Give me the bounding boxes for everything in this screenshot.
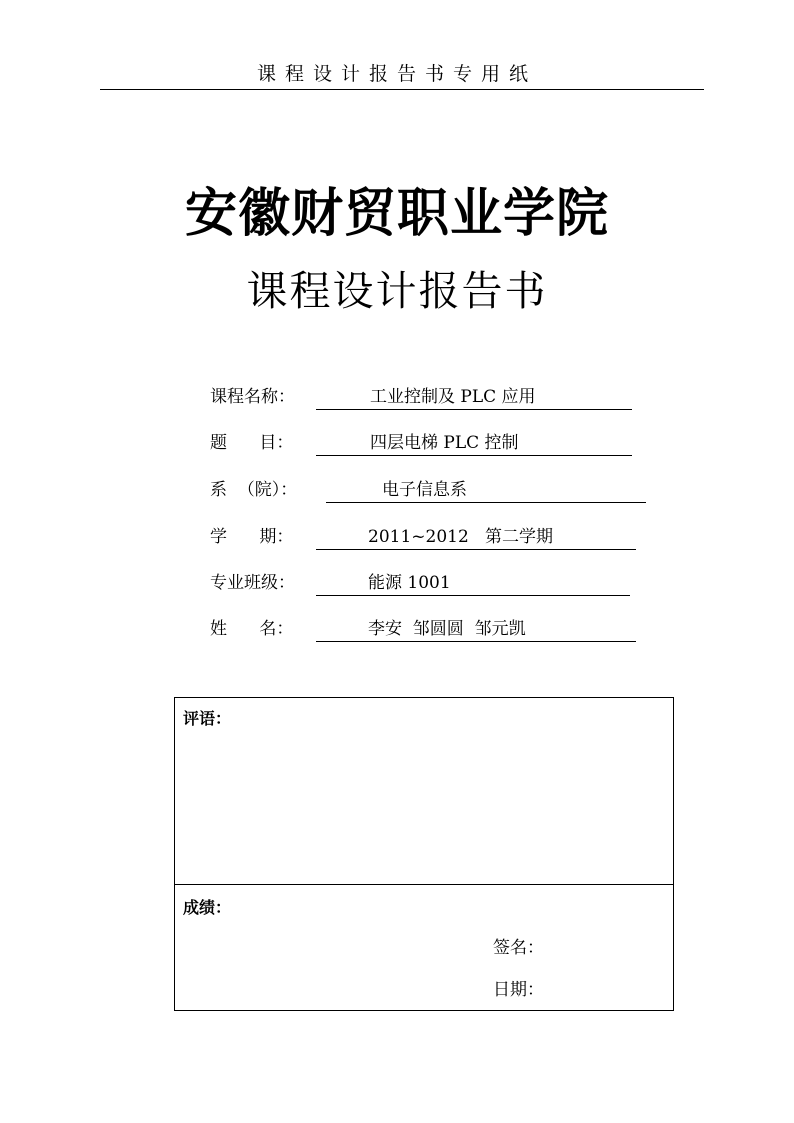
topic-underline [316, 455, 632, 456]
school-name: 安徽财贸职业学院 [184, 184, 609, 244]
document-title: 课程设计报告书 [246, 267, 548, 315]
course-underline [316, 409, 632, 410]
comment-label: 评语： [183, 709, 232, 728]
class-underline [316, 595, 630, 596]
header-divider [100, 89, 704, 90]
course-value: 工业控制及 PLC 应用 [370, 387, 536, 407]
grade-label: 成绩： [183, 898, 232, 917]
department-underline [326, 502, 646, 503]
evaluation-box [174, 697, 674, 1011]
date-label: 日期： [493, 980, 544, 1000]
names-label: 姓 名： [210, 619, 294, 639]
names-underline [316, 641, 636, 642]
term-label: 学 期： [210, 527, 294, 547]
class-label: 专业班级： [210, 573, 295, 593]
department-value: 电子信息系 [382, 480, 467, 500]
term-value: 2011~2012 第二学期 [368, 527, 553, 547]
page-header: 课程设计报告书专用纸 [256, 63, 537, 85]
class-value: 能源 1001 [368, 573, 451, 593]
evaluation-divider [175, 884, 673, 885]
topic-label: 题 目： [210, 433, 294, 453]
signature-label: 签名： [493, 938, 544, 958]
course-label: 课程名称： [210, 387, 295, 407]
department-label: 系 （院）： [210, 480, 298, 500]
names-value: 李安 邹圆圆 邹元凯 [368, 619, 526, 639]
term-underline [316, 549, 636, 550]
topic-value: 四层电梯 PLC 控制 [370, 433, 519, 453]
